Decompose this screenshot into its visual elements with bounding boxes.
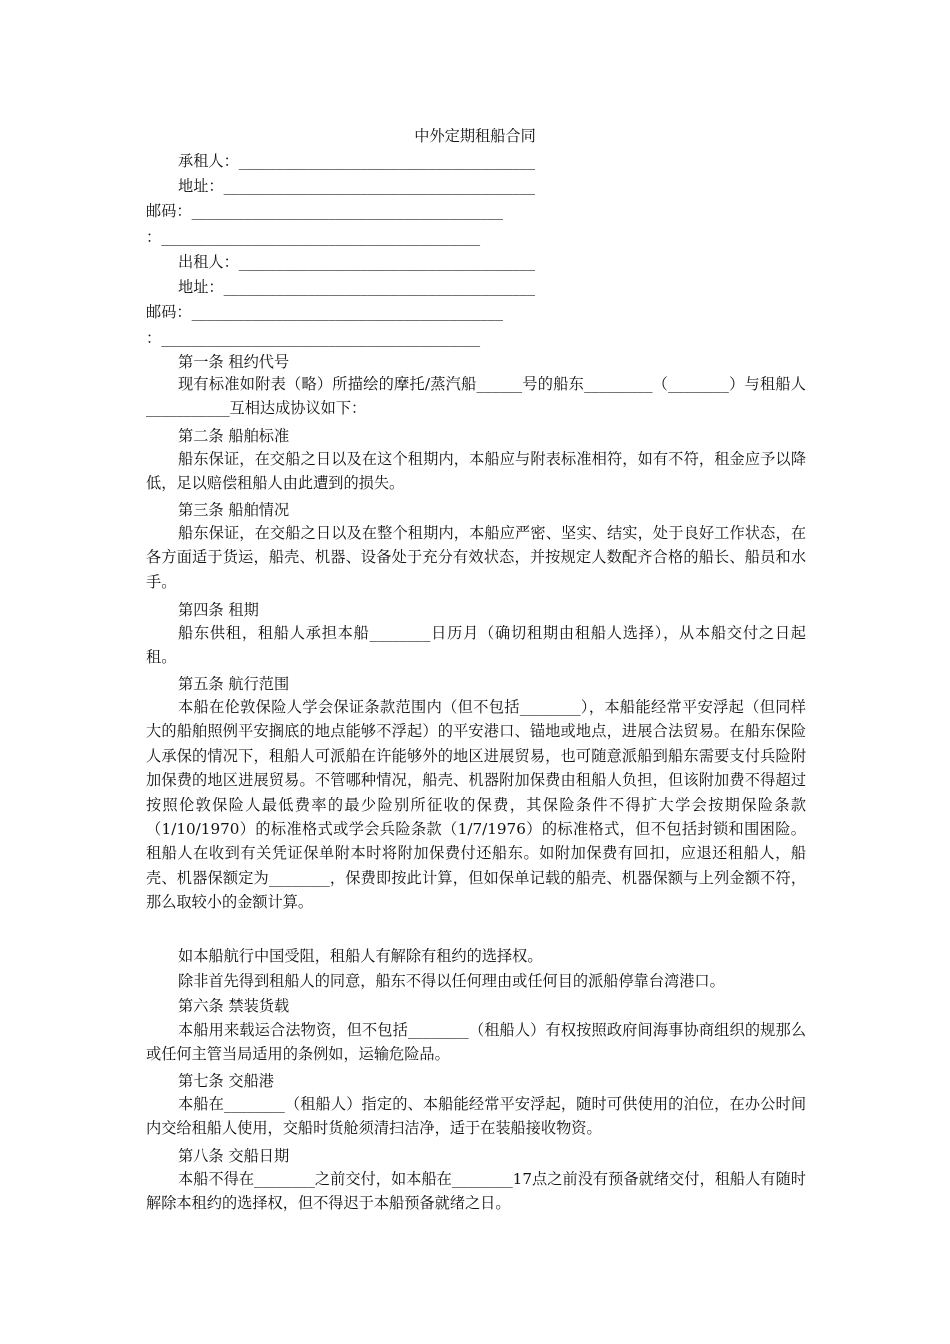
- article-5-text: 本船在伦敦保险人学会保证条款范围内（但不包括________），本船能经常平安浮起（但同样大的船舶照例平安搁底的地点能够不浮起）的平安港口、锚地或地点，进展合法贸易。在船东保险人承保的情况下，租船人可派船在许能够外的地区进展贸易，也可随意派船到船东需要支付兵险附加保费的地区进展贸易。不管哪种情况，船壳、机器附加保费由租船人负担，但该附加费不得超过按照伦敦保险人最低费率的最少险别所征收的保费，其保险条件不得扩大学会按期保险条款（1/10/1970）的标准格式或学会兵险条款（1/7/1976）的标准格式，但不包括封锁和围困险。租船人在收到有关凭证保单附本时将附加保费付还船东。如附加保费有回扣，应退还租船人，船壳、机器保额定为________，保费即按此计算，但如保单记载的船壳、机器保额与上列金额不符，那么取较小的金额计算。: [146, 698, 806, 912]
- article-2-heading: 第二条 船舶标准: [178, 427, 290, 445]
- lessee-extra-line: ：__________________________________________: [146, 228, 481, 246]
- article-5-text-2: 如本船航行中国受阻，租船人有解除有租约的选择权。: [178, 947, 543, 965]
- lessor-line: 出租人：_______________________________________: [178, 253, 535, 271]
- lessee-line: 承租人：_______________________________________: [178, 152, 535, 170]
- lessee-address-line: 地址：_________________________________________: [178, 177, 535, 195]
- article-4-heading: 第四条 租期: [178, 601, 259, 619]
- document-title: 中外定期租船合同: [414, 127, 536, 145]
- article-8-text: 本船不得在________之前交付，如本船在________17点之前没有预备就绪交付，租船人有随时解除本租约的选择权，但不得迟于本船预备就绪之日。: [146, 1170, 806, 1213]
- article-3-heading: 第三条 船舶情况: [178, 501, 290, 519]
- article-1-heading: 第一条 租约代号: [178, 353, 290, 371]
- lessor-extra-line: ：__________________________________________: [146, 329, 481, 347]
- lessee-zip-line: 邮码：_________________________________________: [146, 202, 503, 220]
- article-7-text: 本船在________（租船人）指定的、本船能经常平安浮起，随时可供使用的泊位，在办公时间内交给租船人使用，交船时货舱须清扫洁净，适于在装船接收物资。: [146, 1095, 806, 1138]
- article-7-heading: 第七条 交船港: [178, 1072, 274, 1090]
- article-6-text: 本船用来载运合法物资，但不包括________（租船人）有权按照政府间海事协商组织的规那么或任何主管当局适用的条例如，运输危险品。: [146, 1021, 806, 1064]
- article-1-text: 现有标准如附表（略）所描绘的摩托/蒸汽船______号的船东_________（________）与租船人___________互相达成协议如下：: [146, 375, 806, 418]
- lessor-zip-line: 邮码：_________________________________________: [146, 303, 503, 321]
- article-8-heading: 第八条 交船日期: [178, 1147, 290, 1165]
- article-2-text: 船东保证，在交船之日以及在这个租期内，本船应与附表标准相符，如有不符，租金应予以降低，足以赔偿租船人由此遭到的损失。: [146, 450, 806, 493]
- article-5-text-3: 除非首先得到租船人的同意，船东不得以任何理由或任何目的派船停靠台湾港口。: [178, 972, 725, 990]
- article-6-heading: 第六条 禁装货载: [178, 997, 290, 1015]
- lessor-address-line: 地址：_________________________________________: [178, 278, 535, 296]
- article-5-heading: 第五条 航行范围: [178, 675, 290, 693]
- article-4-text: 船东供租，租船人承担本船________日历月（确切租期由租船人选择），从本船交付之日起租。: [146, 624, 806, 667]
- article-3-text: 船东保证，在交船之日以及在整个租期内，本船应严密、坚实、结实，处于良好工作状态，在各方面适于货运，船壳、机器、设备处于充分有效状态，并按规定人数配齐合格的船长、船员和水手。: [146, 524, 806, 591]
